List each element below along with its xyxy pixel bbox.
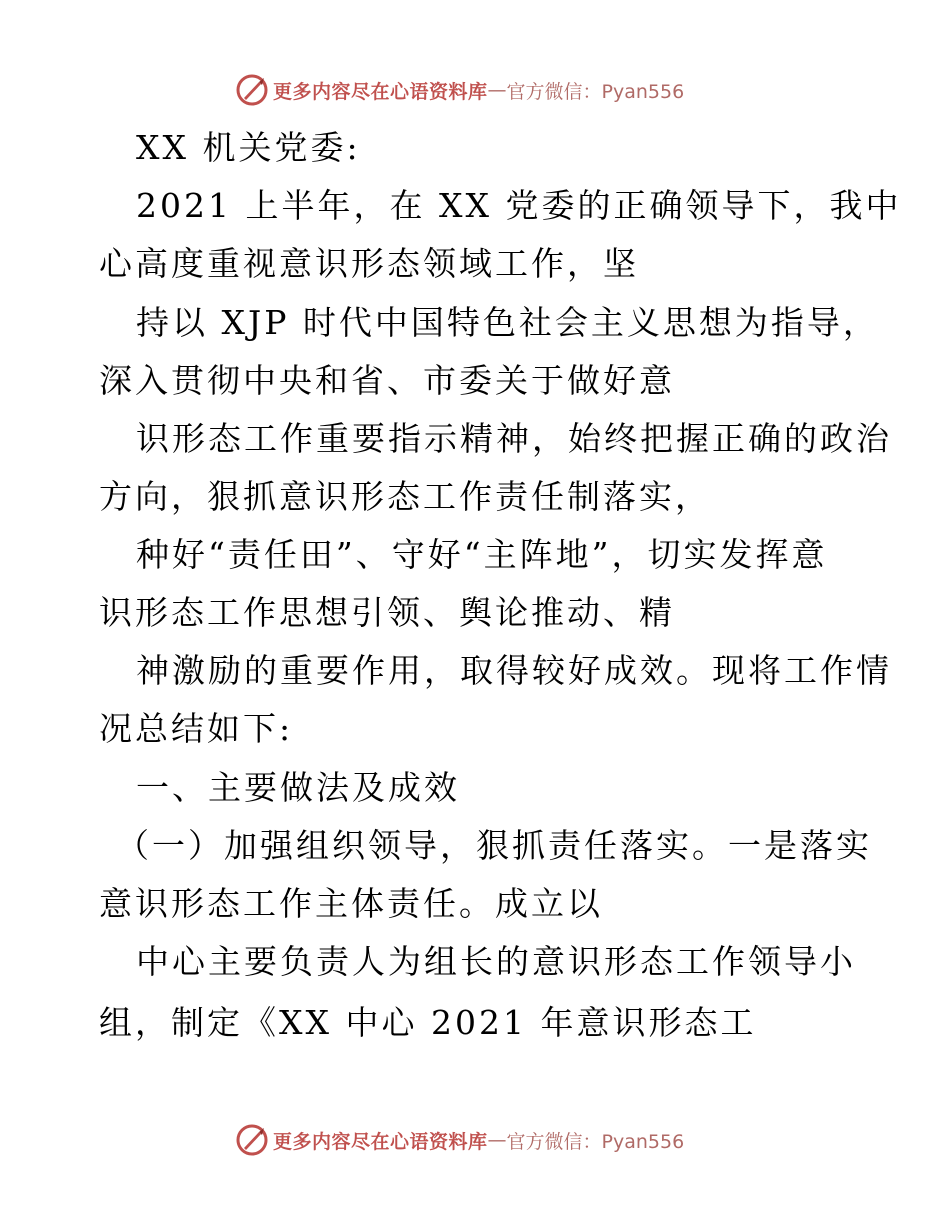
section-heading: 一、主要做法及成效 [136, 768, 460, 807]
text-line: 种好“责任田”、守好“主阵地”，切实发挥意 [136, 535, 828, 574]
watermark-separator: — [487, 79, 507, 101]
watermark-wechat-text: 官方微信：Pyan556 [506, 1130, 685, 1153]
text-line: 组，制定《XX 中心 2021 年意识形态工 [99, 1003, 757, 1042]
text-line: 持以 XJP 时代中国特色社会主义思想为指导， [136, 303, 879, 342]
watermark-main-text: 更多内容尽在心语资料库 [273, 1130, 488, 1153]
text-line: 识形态工作思想引领、舆论推动、精 [99, 593, 675, 632]
text-line: 况总结如下: [99, 709, 294, 748]
text-line: 2021 上半年，在 XX 党委的正确领导下，我中 [136, 186, 902, 225]
text-line: 中心主要负责人为组长的意识形态工作领导小 [136, 942, 856, 981]
watermark-main-text: 更多内容尽在心语资料库 [273, 80, 488, 103]
text-line: 识形态工作重要指示精神，始终把握正确的政治 [136, 419, 892, 458]
text-line: 方向，狠抓意识形态工作责任制落实， [99, 477, 711, 516]
text-line: 心高度重视意识形态领域工作，坚 [99, 244, 639, 283]
quill-logo-icon [235, 1123, 269, 1157]
text-line: 神激励的重要作用，取得较好成效。现将工作情 [136, 651, 892, 690]
text-line: XX 机关党委: [136, 128, 361, 167]
text-line: 意识形态工作主体责任。成立以 [99, 884, 603, 923]
watermark-separator: — [487, 1129, 507, 1151]
text-line: （一）加强组织领导，狠抓责任落实。一是落实 [116, 826, 872, 865]
watermark-wechat-text: 官方微信：Pyan556 [506, 80, 685, 103]
text-line: 深入贯彻中央和省、市委关于做好意 [99, 361, 675, 400]
watermark-footer [235, 1122, 684, 1158]
